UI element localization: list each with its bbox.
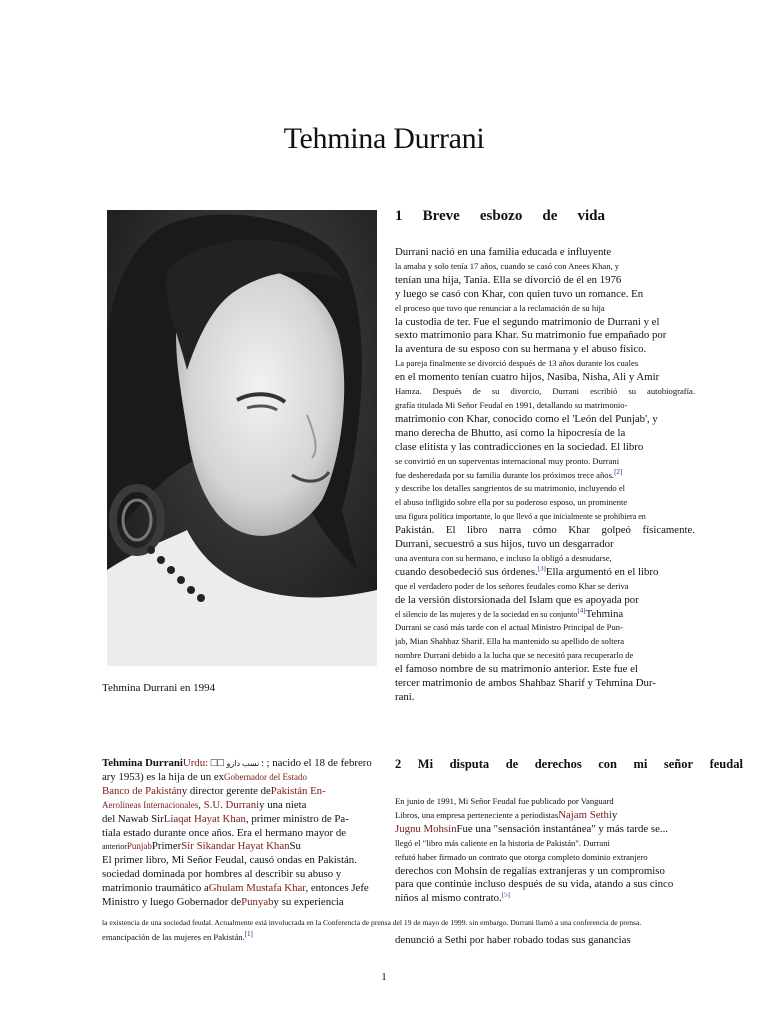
- text-segment: ary 1953) es la hija de un ex: [102, 770, 225, 783]
- text-segment: el silencio de las mujeres y de la sociedad en su conjunto: [395, 609, 578, 619]
- text-line: refutó haber firmado un contrato que otorga completo dominio extranjero: [395, 851, 648, 862]
- text-line: sexto matrimonio para Khar. Su matrimonio fue empañado por: [395, 329, 667, 342]
- text-segment: emancipación de las mujeres en Pakistán.: [102, 932, 245, 942]
- section-2-number: 2: [395, 757, 402, 771]
- text-line: llegó el "libro más caliente en la historia de Pakistán". Durrani: [395, 837, 610, 848]
- reference-link[interactable]: [2]: [614, 468, 623, 476]
- text-segment: cuando desobedeció sus órdenes.: [395, 565, 538, 578]
- text-segment: Ministro y luego Gobernador de: [102, 896, 242, 909]
- text-line: En junio de 1991, Mi Señor Feudal fue publicado por Vanguard: [395, 796, 614, 806]
- text-segment: Primer: [151, 840, 182, 853]
- section-1-word: Breve: [422, 208, 460, 224]
- text-line: denunció a Sethi por haber robado todas sus ganancias: [395, 934, 631, 946]
- su-durrani-link[interactable]: S.U. Durrani: [203, 798, 260, 811]
- state-bank-governor-link[interactable]: Gobernador del Estado: [224, 771, 308, 782]
- text-segment: fue desheredada por su familia durante los próximos trece años.: [395, 469, 615, 480]
- text-segment: ,: [198, 798, 204, 811]
- text-line: la custodia de ter. Fue el segundo matrimonio de Durrani y el: [395, 315, 660, 328]
- liaqat-hayat-khan-link[interactable]: Liaqat Hayat Khan: [163, 812, 246, 825]
- page-title: Tehmina Durrani: [283, 122, 485, 155]
- text-line: [395, 809, 685, 823]
- section-1-word: vida: [577, 208, 605, 224]
- text-line: [395, 892, 685, 906]
- biography-text: [395, 246, 695, 705]
- pia-link[interactable]: Pakistán En-: [270, 784, 326, 797]
- text-segment: , entonces Jefe: [305, 882, 369, 895]
- text-line: el proceso que tuvo que renunciar a la reclamación de su hija: [395, 302, 605, 313]
- text-line: [395, 608, 695, 622]
- section-1-number: 1: [395, 208, 403, 224]
- section-1-word: esbozo: [479, 208, 523, 224]
- text-line: nombre Durrani debido a la lucha que se necesitó para recuperarlo de: [395, 650, 634, 661]
- text-line: El primer libro, Mi Señor Feudal, causó ondas en Pakistán.: [102, 854, 357, 867]
- reference-link[interactable]: [4]: [577, 607, 586, 614]
- text-line: la amaba y solo tenía 17 años, cuando se casó con Anees Khan, y: [395, 260, 620, 271]
- section-1-word: de: [542, 208, 558, 224]
- section-2-word: disputa: [449, 757, 490, 771]
- text-line: mano derecha de Bhutto, así como la hipocresía de la: [395, 426, 626, 439]
- text-line: rani.: [395, 691, 415, 703]
- text-line: jab, Mian Shahbaz Sharif. Ella ha mantenido su apellido de soltera: [395, 636, 625, 647]
- text-line: [395, 469, 695, 483]
- text-line: Hamza. Después de su divorcio, Durrani escribió su autobiografía.: [395, 386, 695, 397]
- text-line: [102, 840, 382, 854]
- text-line: el abuso infligido sobre ella por su poderoso esposo, un prominente: [395, 497, 628, 508]
- text-line: se convirtió en un superventas internacional muy pronto. Durrani: [395, 455, 620, 466]
- figure-caption: Tehmina Durrani en 1994: [102, 682, 216, 694]
- text-line: Durrani nació en una familia educada e influyente: [395, 246, 612, 258]
- text-line: que el verdadero poder de los señores feudales como Khar se deriva: [395, 580, 629, 591]
- text-segment: Ella argumentó en el libro: [545, 565, 659, 578]
- text-line: [395, 566, 695, 580]
- text-line: de la versión distorsionada del Islam que es apoyada por: [395, 593, 639, 606]
- reference-link[interactable]: [1]: [244, 930, 253, 939]
- text-line: tiala estado durante once años. Era el hermano mayor de: [102, 826, 347, 839]
- text-line: derechos con Mohsin de regalías extranjeras y un compromiso: [395, 864, 665, 877]
- punyab-link[interactable]: Punyab: [241, 896, 274, 909]
- text-line: [102, 896, 382, 910]
- text-line: la aventura de su esposo con su hermana y el abuso físico.: [395, 343, 647, 356]
- text-line: [102, 757, 382, 771]
- section-2-word: derechos: [534, 757, 582, 771]
- reference-link[interactable]: [3]: [537, 565, 546, 573]
- text-segment: Tehmina: [585, 607, 624, 620]
- text-segment: ; nacido el 18 de febrero: [266, 757, 372, 769]
- sikandar-hayat-khan-link[interactable]: Sir Sikandar Hayat Khan: [181, 840, 290, 853]
- text-line: matrimonio con Khar, conocido como el 'León del Punjab', y: [395, 412, 658, 425]
- text-line: clase elitista y las contradicciones en la sociedad. El libro: [395, 440, 644, 453]
- text-segment: niños al mismo contrato.: [395, 892, 502, 905]
- state-bank-link[interactable]: Banco de Pakistán: [102, 784, 182, 797]
- text-line: La pareja finalmente se divorció después de 13 años durante los cuales: [395, 358, 639, 369]
- urdu-link[interactable]: Urdu:: [182, 757, 211, 769]
- page-number: 1: [381, 971, 387, 983]
- text-segment: anterior: [102, 842, 127, 852]
- text-line: tenían una hija, Tania. Ella se divorció de él en 1976: [395, 273, 622, 286]
- text-segment: Libros, una empresa perteneciente a periodistas: [395, 809, 559, 820]
- text-segment: Fue una "sensación instantánea" y más tarde se...: [456, 822, 668, 835]
- text-line: [102, 813, 382, 827]
- text-line: Durrani, secuestró a sus hijos, tuvo un desgarrador: [395, 538, 614, 551]
- text-line: grafía titulada Mi Señor Feudal en 1991, detallando su matrimonio-: [395, 399, 628, 410]
- urdu-glyphs: □□: [210, 757, 224, 769]
- text-line: y describe los detalles sangrientos de su matrimonio, incluyendo el: [395, 483, 626, 494]
- text-line: en el momento tenían cuatro hijos, Nasiba, Nisha, Ali y Amir: [395, 371, 660, 384]
- text-segment: Su: [289, 840, 301, 853]
- text-line: [102, 931, 382, 945]
- dispute-text: [395, 795, 685, 906]
- intro-text: [102, 757, 382, 910]
- section-2-word: con: [598, 757, 617, 771]
- text-segment: y director gerente de: [181, 784, 271, 797]
- pia-link-continued[interactable]: Aerolíneas Internacionales: [102, 799, 199, 810]
- section-2-word: feudal: [709, 757, 743, 771]
- reference-link[interactable]: [5]: [501, 892, 510, 899]
- najam-sethi-link[interactable]: Najam Sethi: [558, 808, 612, 821]
- section-1-heading: [395, 208, 605, 225]
- ghulam-mustafa-khar-link[interactable]: Ghulam Mustafa Khar: [208, 882, 306, 895]
- text-line: [102, 771, 382, 785]
- text-line: [102, 785, 382, 799]
- jugnu-mohsin-link[interactable]: Jugnu Mohsin: [395, 822, 457, 835]
- section-2-word: señor: [663, 757, 694, 771]
- section-2-word: de: [505, 757, 519, 771]
- text-segment: del Nawab Sir: [102, 812, 164, 825]
- text-line: Durrani se casó más tarde con el actual Ministro Principal de Pun-: [395, 622, 623, 633]
- punjab-link[interactable]: Punjab: [126, 841, 152, 852]
- subject-name: Tehmina Durrani: [102, 757, 183, 769]
- text-segment: , primer ministro de Pa-: [245, 812, 349, 825]
- text-line: sociedad dominada por hombres al describir su abuso y: [102, 868, 342, 881]
- text-line: Pakistán. El libro narra cómo Khar golpeó físicamente.: [395, 524, 695, 537]
- text-segment: y una nieta: [259, 798, 307, 811]
- portrait-photo: [107, 210, 377, 666]
- section-2-word: mi: [633, 757, 648, 771]
- text-segment: matrimonio traumático a: [102, 882, 209, 895]
- section-2-heading: [395, 757, 743, 772]
- text-line: [395, 823, 685, 837]
- text-segment: y: [611, 808, 618, 821]
- text-line: una figura política importante, lo que llevó a que inicialmente se prohibiera en: [395, 512, 646, 522]
- section-2-word: Mi: [417, 757, 434, 771]
- urdu-name: ؛ نسب دارو: [226, 759, 264, 768]
- text-line: una aventura con su hermano, e incluso la obligó a desnudarse,: [395, 552, 612, 563]
- text-line: el famoso nombre de su matrimonio anterior. Este fue el: [395, 663, 638, 676]
- text-line: tercer matrimonio de ambos Shahbaz Sharif y Tehmina Dur-: [395, 677, 656, 690]
- text-line: [102, 799, 382, 813]
- text-line: [102, 882, 382, 896]
- text-segment: y su experiencia: [273, 896, 344, 909]
- overflow-line: la existencia de una sociedad feudal. Actualmente está involucrada en la Conferencia de prensa del 19 de mayo de 1999. sin embargo. Durrani llamó a una conferencia de prensa.: [102, 918, 642, 927]
- text-line: para que continúe incluso después de su vida, atando a sus cinco: [395, 878, 674, 891]
- text-line: y luego se casó con Khar, con quien tuvo un romance. En: [395, 287, 644, 300]
